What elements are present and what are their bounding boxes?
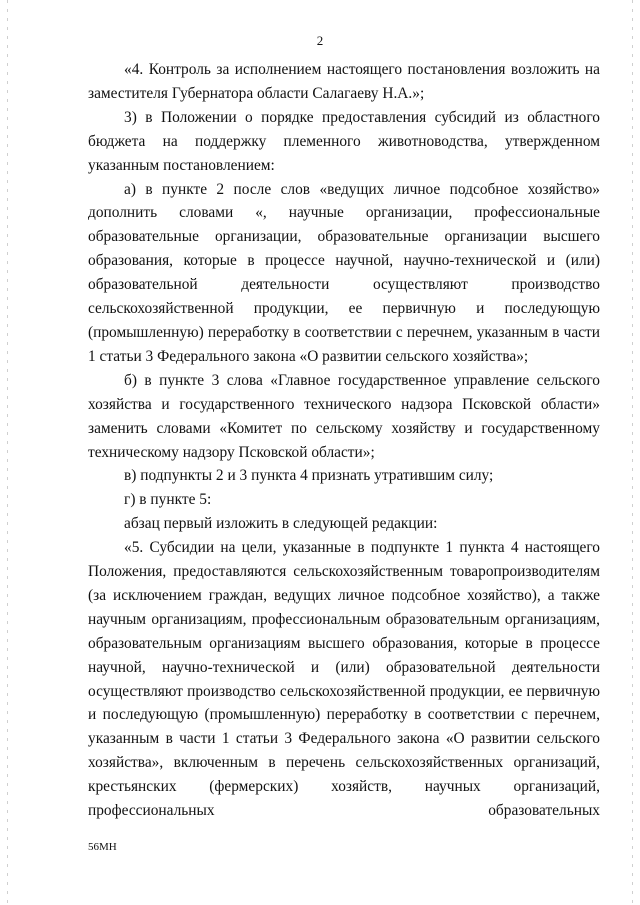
scan-edge-right [632, 0, 633, 905]
paragraph-2: 3) в Положении о порядке предоставления субсидий из областного бюджета на поддержку племенного животноводства, утвержденном указанным постановлением: [88, 108, 600, 174]
paragraph-7: абзац первый изложить в следующей редакции: [124, 515, 438, 533]
paragraph-4: б) в пункте 3 слова «Главное государственное управление сельского хозяйства и государственного технического надзора Псковской области» заменить словами «Комитет по сельскому хозяйству и государственному техническому надзору Псковской области»; [88, 371, 600, 461]
paragraph-3: а) в пункте 2 после слов «ведущих личное подсобное хозяйство» дополнить словами «, научные организации, профессиональные образовательные организации, образовательные организации высшего образования, которые в процессе научной, научно-технической и (или) образовательной деятельности осуществляют производство сельскохозяйственной продукции, ее первичную и последующую (промышленную) переработку в соответствии с перечнем, указанным в части 1 статьи 3 Федерального закона «О развитии сельского хозяйства»; [88, 180, 600, 365]
paragraph-8: «5. Субсидии на цели, указанные в подпункте 1 пункта 4 настоящего Положения, предоставляются сельскохозяйственным товаропроизводителям (за исключением граждан, ведущих личное подсобное хозяйство), а также научным организациям, профессиональным образовательным организациям, образовательным организациям высшего образования, которые в процессе научной, научно-технической и (или) образовательной деятельности осуществляют производство сельскохозяйственной продукции, ее первичную и последующую (промышленную) переработку в соответствии с перечнем, указанным в части 1 статьи 3 Федерального закона «О развитии сельского хозяйства», включенным в перечень сельскохозяйственных организаций, крестьянских (фермерских) хозяйств, научных организаций, профессиональных образовательных [88, 539, 600, 820]
paragraph-5: в) подпункты 2 и 3 пункта 4 признать утратившим силу; [124, 467, 494, 485]
page-number: 2 [316, 33, 324, 48]
document-body [88, 58, 600, 823]
scan-edge-left [7, 0, 8, 905]
paragraph-6: г) в пункте 5: [124, 491, 212, 509]
footer-code: 56МН [88, 841, 117, 853]
paragraph-1: «4. Контроль за исполнением настоящего постановления возложить на заместителя Губернатора области Салагаеву Н.А.»; [88, 61, 600, 102]
